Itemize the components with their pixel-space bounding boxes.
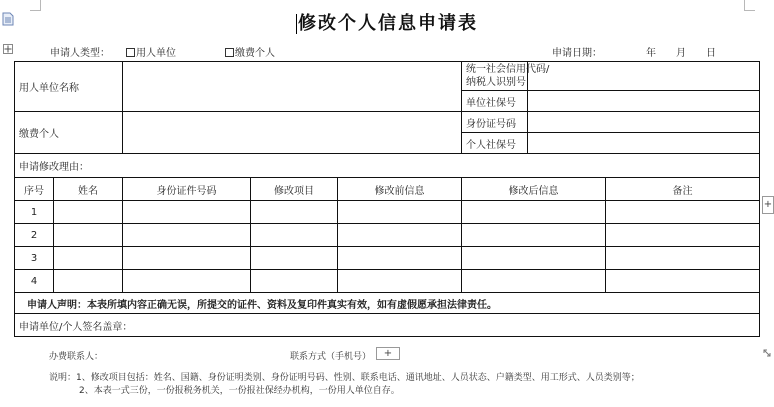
table-row (15, 270, 760, 293)
cell-item[interactable] (251, 270, 338, 293)
add-row-button[interactable]: + (376, 347, 400, 360)
note-line-2: 2、本表一式三份，一份报税务机关，一份报社保经办机构，一份用人单位自存。 (79, 386, 400, 396)
credit-code-label-line2: 纳税人识别号 (466, 77, 526, 88)
individual-field[interactable] (123, 112, 462, 154)
cell-after[interactable] (462, 270, 606, 293)
applicant-type-label: 申请人类型： (50, 48, 110, 59)
cell-remark[interactable] (606, 247, 760, 270)
row-number: 4 (15, 270, 54, 293)
cell-name[interactable] (54, 201, 123, 224)
text-cursor (296, 14, 297, 34)
table-move-handle-icon[interactable] (3, 44, 13, 54)
cell-item[interactable] (251, 201, 338, 224)
signature-field[interactable] (15, 314, 760, 337)
table-row (15, 247, 760, 270)
cell-before[interactable] (338, 270, 462, 293)
cell-after[interactable] (462, 201, 606, 224)
cell-after[interactable] (462, 247, 606, 270)
date-day: 日 (706, 48, 716, 59)
column-header: 修改项目 (251, 178, 338, 201)
option-employer[interactable] (126, 44, 176, 59)
note-line-1: 说明：1、修改项目包括：姓名、国籍、身份证明类别、身份证明号码、性别、联系电话、通讯地址、人员状态、户籍类型、用工形式、人员类别等； (49, 373, 640, 383)
credit-code-label (462, 62, 550, 91)
cell-item[interactable] (251, 247, 338, 270)
signature-label: 申请单位/个人签名盖章： (19, 321, 133, 333)
reason-label: 申请修改理由： (19, 162, 89, 173)
row-number: 3 (15, 247, 54, 270)
employer-checkbox[interactable] (126, 48, 135, 57)
add-column-button[interactable]: + (762, 196, 774, 214)
table-row (15, 224, 760, 247)
form-title-container (0, 9, 774, 35)
cell-remark[interactable] (606, 270, 760, 293)
apply-date-label: 申请日期： (552, 48, 602, 59)
cell-after[interactable] (462, 224, 606, 247)
id-no-field[interactable] (528, 112, 760, 133)
column-header: 序号 (15, 178, 54, 201)
cell-id-number[interactable] (123, 201, 251, 224)
contact-person-label: 办费联系人： (49, 352, 104, 362)
cell-before[interactable] (338, 247, 462, 270)
contact-phone-label: 联系方式（手机号） (290, 352, 372, 362)
employer-name-field[interactable] (123, 62, 462, 112)
individual-checkbox[interactable] (225, 48, 234, 57)
date-month: 月 (676, 48, 686, 59)
column-header: 修改后信息 (462, 178, 606, 201)
cell-name[interactable] (54, 270, 123, 293)
option-individual-label: 缴费个人 (235, 48, 275, 59)
personal-ss-no-field[interactable] (528, 133, 760, 154)
id-no-label: 身份证号码 (462, 112, 528, 133)
option-individual[interactable] (225, 44, 275, 59)
application-form-table (14, 61, 760, 337)
reason-field[interactable] (15, 154, 760, 178)
cell-before[interactable] (338, 224, 462, 247)
cell-before[interactable] (338, 201, 462, 224)
credit-code-label-line1: 统一社会信用代码/ (466, 64, 550, 75)
individual-label: 缴费个人 (15, 112, 123, 154)
column-header-row (15, 178, 760, 201)
cell-remark[interactable] (606, 201, 760, 224)
column-header: 修改前信息 (338, 178, 462, 201)
cell-item[interactable] (251, 224, 338, 247)
table-row (15, 201, 760, 224)
cell-remark[interactable] (606, 224, 760, 247)
column-header: 身份证件号码 (123, 178, 251, 201)
table-resize-icon[interactable] (762, 348, 772, 358)
unit-ss-no-field[interactable] (528, 91, 760, 112)
option-employer-label: 用人单位 (136, 48, 176, 59)
row-number: 2 (15, 224, 54, 247)
declaration: 申请人声明：本表所填内容正确无误，所提交的证件、资料及复印件真实有效，如有虚假愿承担法律责任。 (15, 293, 760, 314)
credit-code-field[interactable] (528, 62, 760, 91)
column-header: 备注 (606, 178, 760, 201)
row-number: 1 (15, 201, 54, 224)
cell-id-number[interactable] (123, 270, 251, 293)
cell-id-number[interactable] (123, 247, 251, 270)
column-header: 姓名 (54, 178, 123, 201)
employer-name-label: 用人单位名称 (15, 62, 123, 112)
date-year: 年 (646, 48, 656, 59)
cell-id-number[interactable] (123, 224, 251, 247)
cell-name[interactable] (54, 224, 123, 247)
cell-name[interactable] (54, 247, 123, 270)
unit-ss-no-label: 单位社保号 (462, 91, 528, 112)
form-title: 修改个人信息申请表 (298, 13, 478, 34)
applicant-type (50, 44, 110, 59)
personal-ss-no-label: 个人社保号 (462, 133, 528, 154)
